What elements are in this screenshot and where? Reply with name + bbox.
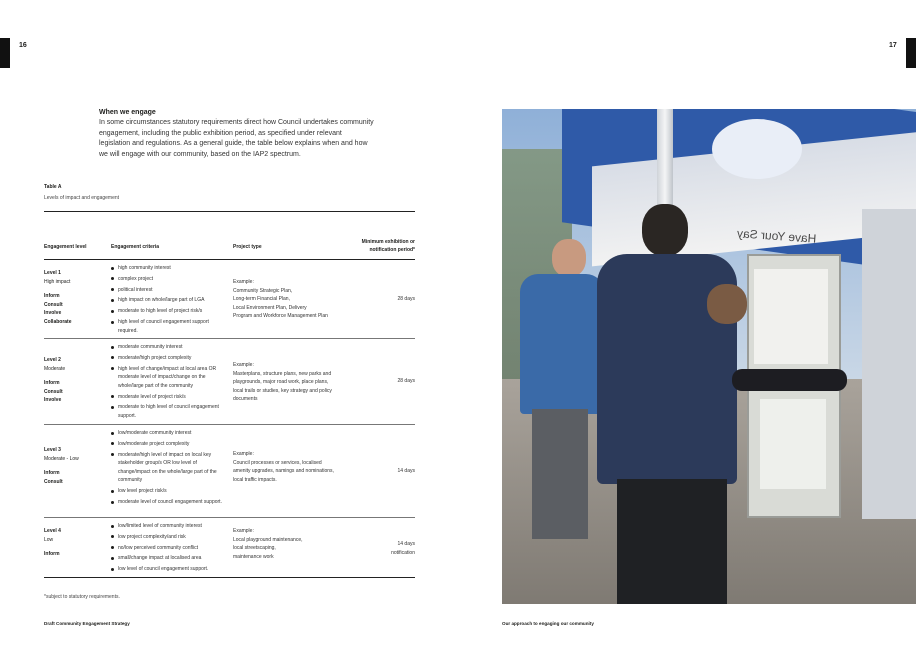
period-cell: 28 days (397, 378, 415, 384)
photo-tent-logo-shape (712, 119, 802, 179)
project-type-line: maintenance work (233, 553, 274, 560)
photo-person-right-head (707, 284, 747, 324)
period-cell: 14 days (397, 468, 415, 474)
table-label: Table A (44, 184, 62, 190)
project-type-line: Long-term Financial Plan, (233, 296, 290, 303)
criteria-list (111, 429, 225, 509)
criteria-item: low project complexity/and risk (111, 533, 225, 542)
project-type-line: Community Strategic Plan, (233, 287, 293, 294)
criteria-item: low level project risk/s (111, 487, 225, 496)
level-method: Inform (44, 293, 60, 299)
level-cell (44, 269, 104, 326)
level-impact: High impact (44, 278, 71, 285)
page-number-right: 17 (889, 42, 897, 49)
header-bottom-rule (44, 259, 415, 260)
project-type-line: Example: (233, 279, 254, 285)
criteria-item: political interest (111, 286, 225, 295)
criteria-item: high level of change/impact at local area OR moderate level of impact/change on the whole/large part of the community (111, 365, 225, 391)
project-type-line: Local Environment Plan, Delivery (233, 304, 307, 311)
criteria-item: low/moderate community interest (111, 429, 225, 438)
criteria-item: high impact on whole/large part of LGA (111, 296, 225, 305)
project-type-line: Program and Workforce Management Plan (233, 313, 328, 320)
project-type-line: Council processes or services, localised (233, 459, 322, 466)
level-title: Level 2 (44, 357, 61, 363)
project-type-cell (233, 527, 353, 561)
photo-person-right-arm (732, 369, 847, 391)
criteria-list (111, 522, 225, 576)
page-number-left: 16 (19, 42, 27, 49)
project-type-line: local streetscaping, (233, 545, 276, 552)
project-type-line: Local playground maintenance, (233, 536, 303, 543)
level-cell (44, 527, 104, 559)
criteria-item: no/low perceived community conflict (111, 544, 225, 553)
level-impact: Moderate (44, 365, 66, 372)
project-type-cell (233, 278, 353, 321)
period-cell: 28 days (397, 296, 415, 302)
period-cell (360, 540, 415, 557)
criteria-item: moderate/high level of impact on local key stakeholder group/s OR low level of change/impact on the whole/large part of the community (111, 451, 225, 485)
criteria-item: moderate level of council engagement support. (111, 498, 225, 507)
level-method: Inform (44, 551, 60, 557)
level-title: Level 4 (44, 528, 61, 534)
footnote: *subject to statutory requirements. (44, 594, 120, 600)
intro-heading: When we engage (99, 109, 156, 116)
table-bottom-rule (44, 577, 415, 578)
level-method: Consult (44, 478, 63, 485)
period-line: 14 days (397, 541, 415, 547)
criteria-item: moderate/high project complexity (111, 354, 225, 363)
header-project-type: Project type (233, 244, 262, 250)
level-method: Inform (44, 470, 60, 476)
level-method: Involve (44, 397, 62, 403)
project-type-line: playgrounds, major road work, place plans, (233, 379, 329, 386)
level-impact: Low (44, 536, 54, 543)
photo-brochure-stand (862, 209, 916, 519)
project-type-line: Masterplans, structure plans, new parks and (233, 370, 332, 377)
criteria-item: moderate to high level of project risk/s (111, 307, 225, 316)
level-impact: Moderate - Low (44, 455, 79, 462)
project-type-line: amenity upgrades, namings and nominations, (233, 468, 334, 475)
photo-person-left-body (520, 274, 604, 414)
level-cell (44, 356, 104, 405)
table-sublabel: Levels of impact and engagement (44, 195, 120, 201)
level-method: Inform (44, 380, 60, 386)
photo-map-poster (760, 399, 826, 489)
footer-section-title: Our approach to engaging our community (502, 621, 594, 626)
criteria-item: low/limited level of community interest (111, 522, 225, 531)
period-line: notification (391, 549, 415, 556)
criteria-item: small/change impact at localised area (111, 554, 225, 563)
project-type-line: local traffic impacts. (233, 476, 277, 483)
intro-body: In some circumstances statutory requirements direct how Council undertakes community engagement, including the public exhibition period, as specified under relevant legislation and regulations. As a general guide, the table below explains when and how we will engage with our community, based on the IAP2 spectrum. (99, 119, 374, 158)
header-engagement-criteria: Engagement criteria (111, 244, 160, 250)
project-type-line: documents (233, 396, 258, 403)
level-method: Consult (44, 388, 63, 395)
project-type-cell (233, 450, 353, 484)
criteria-list (111, 264, 225, 337)
footer-document-title: Draft Community Engagement Strategy (44, 621, 130, 626)
photo-person-middle-head (642, 204, 688, 256)
header-engagement-level: Engagement level (44, 244, 87, 250)
photo-poster (754, 269, 828, 364)
criteria-item: high level of council engagement support required. (111, 318, 225, 335)
criteria-item: moderate community interest (111, 343, 225, 352)
level-title: Level 1 (44, 270, 61, 276)
photo-person-middle-legs (617, 479, 727, 604)
photo-sign-text: Have Your Say (736, 226, 817, 246)
header-period (340, 238, 415, 254)
page-edge-tab-right (906, 38, 916, 68)
row-divider (44, 424, 415, 425)
criteria-list (111, 343, 225, 423)
header-period-line2: notification period* (369, 247, 415, 253)
intro-section (99, 109, 374, 160)
level-method: Collaborate (44, 318, 72, 325)
header-period-line1: Minimum exhibition or (361, 239, 415, 245)
project-type-line: Example: (233, 528, 254, 534)
criteria-item: high community interest (111, 264, 225, 273)
photo-person-left-head (552, 239, 586, 277)
level-title: Level 3 (44, 447, 61, 453)
row-divider (44, 517, 415, 518)
row-divider (44, 338, 415, 339)
project-type-line: local trails or studies, key strategy and policy (233, 387, 332, 394)
criteria-item: low level of council engagement support. (111, 565, 225, 574)
level-method: Consult (44, 301, 63, 308)
project-type-line: Example: (233, 451, 254, 457)
project-type-line: Example: (233, 362, 254, 368)
photo-person-left-legs (532, 409, 588, 539)
criteria-item: complex project (111, 275, 225, 284)
level-method: Involve (44, 310, 62, 316)
page-edge-tab-left (0, 38, 10, 68)
criteria-item: low/moderate project complexity (111, 440, 225, 449)
level-cell (44, 446, 104, 486)
engagement-stall-photo (502, 109, 916, 604)
project-type-cell (233, 361, 353, 404)
criteria-item: moderate level of project risk/s (111, 393, 225, 402)
criteria-item: moderate to high level of council engagement support. (111, 403, 225, 420)
table-top-rule (44, 211, 415, 212)
